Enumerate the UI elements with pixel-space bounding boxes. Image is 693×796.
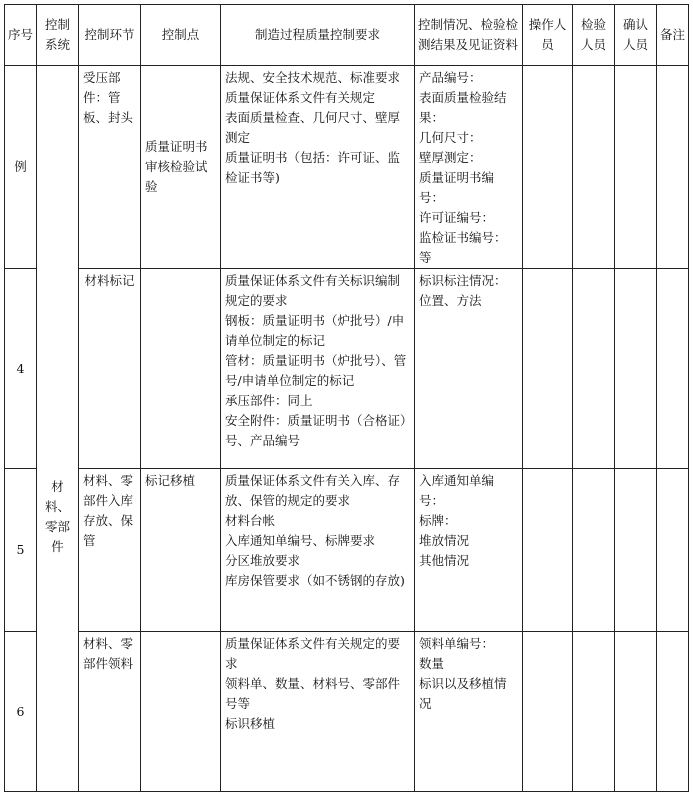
requirement-line: 管材：质量证明书（炉批号）、管号/申请单位制定的标记 bbox=[225, 353, 407, 388]
row-requirements bbox=[221, 632, 415, 792]
requirement-line: 质量证明书（包括：许可证、监检证书等) bbox=[225, 150, 401, 185]
result-line: 产品编号： bbox=[419, 70, 482, 85]
header-link: 控制环节 bbox=[79, 5, 141, 66]
requirement-line: 入库通知单编号、标牌要求 bbox=[225, 533, 376, 548]
header-point: 控制点 bbox=[141, 5, 221, 66]
requirement-line: 质量保证体系文件有关规定的要求 bbox=[225, 636, 401, 671]
header-system: 控制系统 bbox=[37, 5, 79, 66]
header-remark: 备注 bbox=[657, 5, 689, 66]
table-row bbox=[5, 66, 689, 269]
row-operator bbox=[523, 632, 573, 792]
row-remark bbox=[657, 66, 689, 269]
requirement-line: 库房保管要求（如不锈钢的存放) bbox=[225, 573, 405, 588]
row-seq: 4 bbox=[5, 269, 37, 469]
requirement-line: 标识移植 bbox=[225, 716, 276, 731]
row-results bbox=[415, 632, 523, 792]
requirement-line: 领料单、数量、材料号、零部件号等 bbox=[225, 676, 401, 711]
requirement-line: 质量保证体系文件有关标识编制规定的要求 bbox=[225, 273, 401, 308]
result-line: 壁厚测定： bbox=[419, 150, 482, 165]
result-line: 标牌： bbox=[419, 513, 457, 528]
header-results: 控制情况、检验检测结果及见证资料 bbox=[415, 5, 523, 66]
system-cell: 材料、零部件 bbox=[37, 66, 79, 792]
row-confirmer bbox=[615, 469, 657, 632]
result-line: 堆放情况 bbox=[419, 533, 470, 548]
result-line: 标识以及移植情况 bbox=[419, 676, 507, 711]
row-results bbox=[415, 269, 523, 469]
row-requirements bbox=[221, 66, 415, 269]
row-remark bbox=[657, 469, 689, 632]
row-inspector bbox=[573, 632, 615, 792]
header-requirements: 制造过程质量控制要求 bbox=[221, 5, 415, 66]
row-remark bbox=[657, 632, 689, 792]
row-link: 材料、零部件领料 bbox=[79, 632, 141, 792]
result-line: 许可证编号： bbox=[419, 210, 495, 225]
row-operator bbox=[523, 469, 573, 632]
row-seq: 例 bbox=[5, 66, 37, 269]
row-results bbox=[415, 66, 523, 269]
row-operator bbox=[523, 66, 573, 269]
requirement-line: 安全附件：质量证明书（合格证）号、产品编号 bbox=[225, 413, 407, 448]
result-line: 数量 bbox=[419, 656, 445, 671]
result-line: 标识标注情况： bbox=[419, 273, 507, 288]
row-results bbox=[415, 469, 523, 632]
row-inspector bbox=[573, 269, 615, 469]
row-inspector bbox=[573, 469, 615, 632]
result-line: 其他情况 bbox=[419, 553, 470, 568]
requirement-line: 质量保证体系文件有关规定 bbox=[225, 90, 376, 105]
row-point bbox=[141, 269, 221, 469]
requirement-line: 表面质量检查、几何尺寸、壁厚测定 bbox=[225, 110, 401, 145]
requirement-line: 质量保证体系文件有关入库、存放、保管的规定的要求 bbox=[225, 473, 401, 508]
table-row bbox=[5, 632, 689, 792]
requirement-line: 钢板：质量证明书（炉批号）/申请单位制定的标记 bbox=[225, 313, 405, 348]
row-seq: 6 bbox=[5, 632, 37, 792]
row-requirements bbox=[221, 469, 415, 632]
row-link: 受压部件：管板、封头 bbox=[79, 66, 141, 269]
row-link: 材料、零部件入库存放、保管 bbox=[79, 469, 141, 632]
header-row bbox=[5, 5, 689, 66]
result-line: 领料单编号： bbox=[419, 636, 495, 651]
result-line: 入库通知单编号： bbox=[419, 473, 495, 508]
result-line: 监检证书编号：等 bbox=[419, 230, 507, 265]
result-line: 位置、方法 bbox=[419, 293, 482, 308]
header-seq: 序号 bbox=[5, 5, 37, 66]
row-confirmer bbox=[615, 66, 657, 269]
requirement-line: 法规、安全技术规范、标准要求 bbox=[225, 70, 401, 85]
requirement-line: 承压部件：同上 bbox=[225, 393, 313, 408]
row-remark bbox=[657, 269, 689, 469]
row-link: 材料标记 bbox=[79, 269, 141, 469]
row-confirmer bbox=[615, 269, 657, 469]
requirement-line: 材料台帐 bbox=[225, 513, 276, 528]
row-point: 标记移植 bbox=[141, 469, 221, 632]
row-requirements bbox=[221, 269, 415, 469]
row-point: 质量证明书审核检验试验 bbox=[141, 66, 221, 269]
header-operator: 操作人员 bbox=[523, 5, 573, 66]
quality-control-table bbox=[4, 4, 689, 792]
row-inspector bbox=[573, 66, 615, 269]
table-row bbox=[5, 469, 689, 632]
table-row bbox=[5, 269, 689, 469]
result-line: 表面质量检验结果： bbox=[419, 90, 507, 125]
result-line: 质量证明书编号： bbox=[419, 170, 495, 205]
row-operator bbox=[523, 269, 573, 469]
row-seq: 5 bbox=[5, 469, 37, 632]
header-inspector: 检验人员 bbox=[573, 5, 615, 66]
result-line: 几何尺寸： bbox=[419, 130, 482, 145]
header-confirmer: 确认人员 bbox=[615, 5, 657, 66]
row-point bbox=[141, 632, 221, 792]
requirement-line: 分区堆放要求 bbox=[225, 553, 301, 568]
row-confirmer bbox=[615, 632, 657, 792]
